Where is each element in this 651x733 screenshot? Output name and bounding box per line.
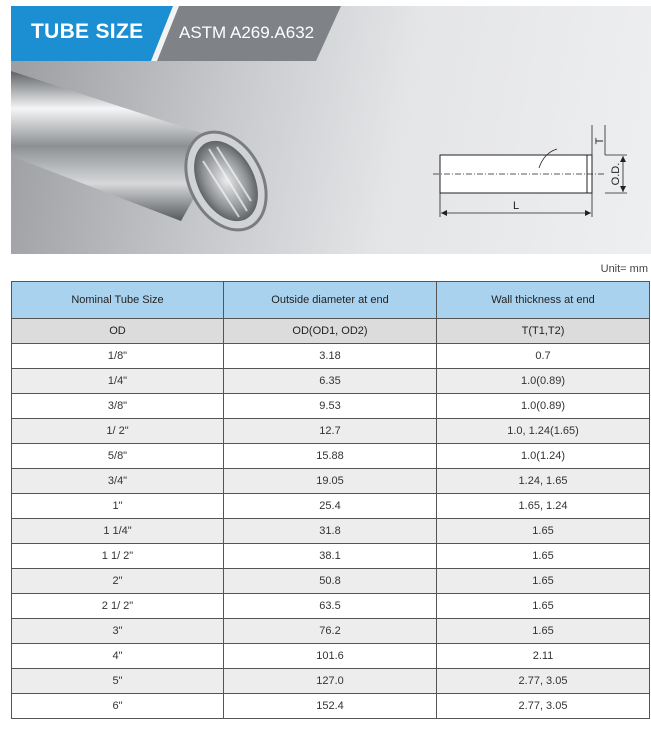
outside-diameter-cell: 25.4 — [224, 494, 437, 519]
nominal-size-cell: 1 1/ 2" — [12, 544, 224, 569]
wall-thickness-cell: 2.77, 3.05 — [437, 694, 650, 719]
product-hero-image — [11, 6, 651, 254]
banner-title: TUBE SIZE — [31, 20, 144, 43]
outside-diameter-cell: 63.5 — [224, 594, 437, 619]
nominal-size-cell: 3" — [12, 619, 224, 644]
column-header: Nominal Tube Size — [12, 282, 224, 319]
outside-diameter-cell: 101.6 — [224, 644, 437, 669]
subheader-cell: OD — [12, 319, 224, 344]
table-row — [12, 594, 650, 619]
table-row — [12, 619, 650, 644]
nominal-size-cell: 1/4" — [12, 369, 224, 394]
wall-thickness-cell: 1.65 — [437, 619, 650, 644]
nominal-size-cell: 5" — [12, 669, 224, 694]
outside-diameter-cell: 31.8 — [224, 519, 437, 544]
table-header-row — [12, 282, 650, 319]
length-label: L — [512, 200, 520, 212]
nominal-size-cell: 1/8" — [12, 344, 224, 369]
table-row — [12, 444, 650, 469]
wall-thickness-cell: 1.24, 1.65 — [437, 469, 650, 494]
wall-thickness-cell: 2.11 — [437, 644, 650, 669]
wall-thickness-cell: 1.65 — [437, 519, 650, 544]
nominal-size-cell: 2" — [12, 569, 224, 594]
table-row — [12, 519, 650, 544]
column-header: Outside diameter at end — [224, 282, 437, 319]
nominal-size-cell: 5/8" — [12, 444, 224, 469]
subheader-cell: T(T1,T2) — [437, 319, 650, 344]
nominal-size-cell: 1" — [12, 494, 224, 519]
wall-thickness-cell: 0.7 — [437, 344, 650, 369]
wall-thickness-cell: 1.65 — [437, 569, 650, 594]
wall-thickness-cell: 2.77, 3.05 — [437, 669, 650, 694]
nominal-size-cell: 6" — [12, 694, 224, 719]
table-row — [12, 394, 650, 419]
outside-diameter-cell: 19.05 — [224, 469, 437, 494]
table-row — [12, 644, 650, 669]
wall-thickness-cell: 1.65, 1.24 — [437, 494, 650, 519]
subheader-cell: OD(OD1, OD2) — [224, 319, 437, 344]
thickness-label: T — [594, 137, 606, 145]
outside-diameter-cell: 76.2 — [224, 619, 437, 644]
column-header: Wall thickness at end — [437, 282, 650, 319]
outside-diameter-cell: 3.18 — [224, 344, 437, 369]
wall-thickness-cell: 1.0(1.24) — [437, 444, 650, 469]
nominal-size-cell: 2 1/ 2" — [12, 594, 224, 619]
wall-thickness-cell: 1.65 — [437, 594, 650, 619]
table-row — [12, 344, 650, 369]
nominal-size-cell: 3/8" — [12, 394, 224, 419]
wall-thickness-cell: 1.0, 1.24(1.65) — [437, 419, 650, 444]
table-row — [12, 369, 650, 394]
table-subheader-row — [12, 319, 650, 344]
outside-diameter-cell: 152.4 — [224, 694, 437, 719]
diameter-label: O.D. — [610, 162, 622, 186]
outside-diameter-cell: 38.1 — [224, 544, 437, 569]
table-row — [12, 569, 650, 594]
tube-size-table — [11, 281, 650, 719]
outside-diameter-cell: 9.53 — [224, 394, 437, 419]
banner-subtitle: ASTM A269.A632 — [179, 23, 315, 42]
banner — [11, 6, 651, 61]
outside-diameter-cell: 50.8 — [224, 569, 437, 594]
nominal-size-cell: 1 1/4" — [12, 519, 224, 544]
wall-thickness-cell: 1.65 — [437, 544, 650, 569]
table-row — [12, 494, 650, 519]
outside-diameter-cell: 6.35 — [224, 369, 437, 394]
table-row — [12, 544, 650, 569]
nominal-size-cell: 3/4" — [12, 469, 224, 494]
wall-thickness-cell: 1.0(0.89) — [437, 394, 650, 419]
nominal-size-cell: 1/ 2" — [12, 419, 224, 444]
outside-diameter-cell: 127.0 — [224, 669, 437, 694]
nominal-size-cell: 4" — [12, 644, 224, 669]
tube-dimension-diagram — [429, 123, 639, 223]
tube-photo — [11, 61, 341, 251]
table-row — [12, 419, 650, 444]
unit-label: Unit= mm — [600, 263, 648, 275]
table-row — [12, 469, 650, 494]
table-row — [12, 669, 650, 694]
table-row — [12, 694, 650, 719]
outside-diameter-cell: 12.7 — [224, 419, 437, 444]
wall-thickness-cell: 1.0(0.89) — [437, 369, 650, 394]
outside-diameter-cell: 15.88 — [224, 444, 437, 469]
